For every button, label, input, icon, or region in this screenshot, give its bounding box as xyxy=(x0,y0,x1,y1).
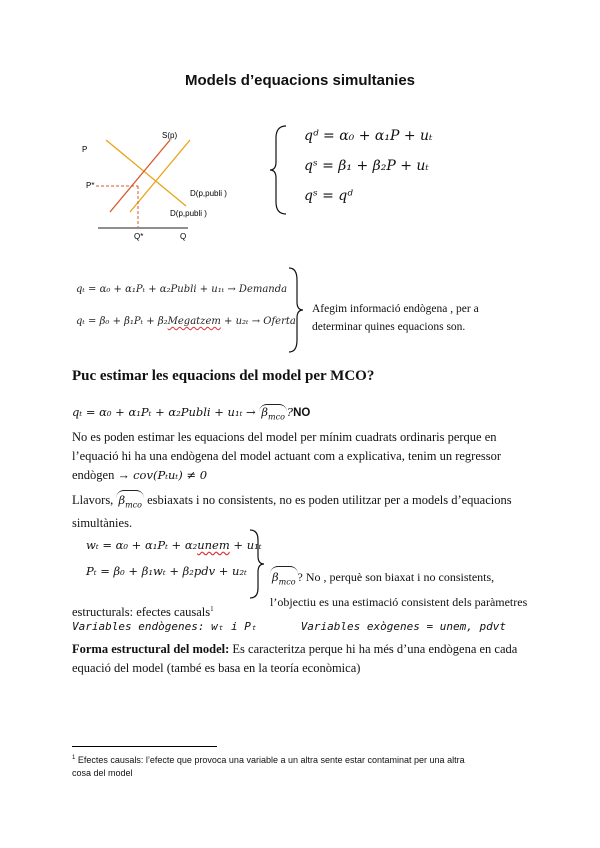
system2-eq1: qₜ = α₀ + α₁Pₜ + α₂Publi + u₁ₜ → Demanda xyxy=(76,284,288,295)
right-brace-1 xyxy=(287,266,305,354)
graph-label-d2: D(p,publi ) xyxy=(170,209,207,218)
system2-eq2: qₜ = β₀ + β₁Pₜ + β₂Megatzem + u₂ₜ → Oferta xyxy=(76,316,296,327)
section-heading: Puc estimar les equacions del model per MCO? xyxy=(72,368,375,384)
graph-label-d1: D(p,publi ) xyxy=(190,189,227,198)
graph-label-pstar: P* xyxy=(86,181,95,190)
page-title: Models d’equacions simultanies xyxy=(184,72,416,89)
megatzem-word: Megatzem xyxy=(167,316,221,327)
system1-eq1: qᵈ = α₀ + α₁P + uₜ xyxy=(304,128,433,144)
graph-label-s: S(p) xyxy=(162,131,178,140)
footnote-ref[interactable]: 1 xyxy=(210,605,214,613)
paragraph-1: No es poden estimar les equacions del model per mínim cuadrats ordinaris perque en l’equació hi ha una endògena del model actuant com a explicativa, tenim un regressor endògen → cov(Pₜuₜ) ≠ 0 xyxy=(72,430,502,482)
supply-demand-graph xyxy=(78,126,248,244)
unem-word: unem xyxy=(197,538,230,552)
system3-note: $\beta_{mco}$ ? No , perquè son biaxat i no consistents, l’objectiu es una estimació consistent dels paràmetres xyxy=(270,566,532,612)
graph-label-qstar: Q* xyxy=(134,232,144,241)
beta-hat-2: $\beta_{mco}$ xyxy=(116,490,144,514)
variables-line: Variables endògenes: wₜ i Pₜ Variables exògenes = unem, pdvt xyxy=(72,620,506,633)
supply-line xyxy=(106,140,186,206)
system2-note: Afegim informació endògena , per a determinar quines equacions son. xyxy=(312,303,479,333)
paragraph-2: Llavors, $\beta_{mco}$ esbiaxats i no consistents, no es poden utilitzar per a models d’equacions simultànies. xyxy=(72,490,532,533)
beta-hat: $\beta_{mco}$ xyxy=(261,405,285,422)
system1-eq3: qˢ = qᵈ xyxy=(304,188,353,204)
graph-label-q: Q xyxy=(180,232,187,241)
system3-eq1: wₜ = α₀ + α₁Pₜ + α₂unem + u₁ₜ xyxy=(86,538,262,552)
system3-eq2: Pₜ = β₀ + β₁wₜ + β₂pdv + u₂ₜ xyxy=(86,564,247,578)
cov-expression: cov(Pₜuₜ) ≠ 0 xyxy=(133,468,208,482)
footnote-divider xyxy=(72,746,217,747)
right-brace-2 xyxy=(248,528,266,600)
mco-equation: qₜ = α₀ + α₁Pₜ + α₂Publi + $u_{1t} \to \beta_{mco}$ ?NO xyxy=(72,405,311,422)
left-brace-1 xyxy=(268,124,290,216)
beta-hat-3: $\beta_{mco}$ xyxy=(270,566,298,592)
demanda-word: Demanda xyxy=(238,284,288,295)
graph-label-p: P xyxy=(82,145,88,154)
estructurals-line: estructurals: efectes causals$^1$ xyxy=(72,605,214,620)
footnote: $^1$ Efectes causals: l’efecte que provoca una variable a un altra sente estar contaminat per una altra cosa del model xyxy=(72,755,465,778)
forma-estructural: Forma estructural del model: Es caracteritza perque hi ha més d’una endògena en cada equació del model (també es basa en la teoría econòmica) xyxy=(72,642,518,675)
no-answer: NO xyxy=(293,407,311,419)
system1-eq2: qˢ = β₁ + β₂P + uₜ xyxy=(304,158,429,174)
